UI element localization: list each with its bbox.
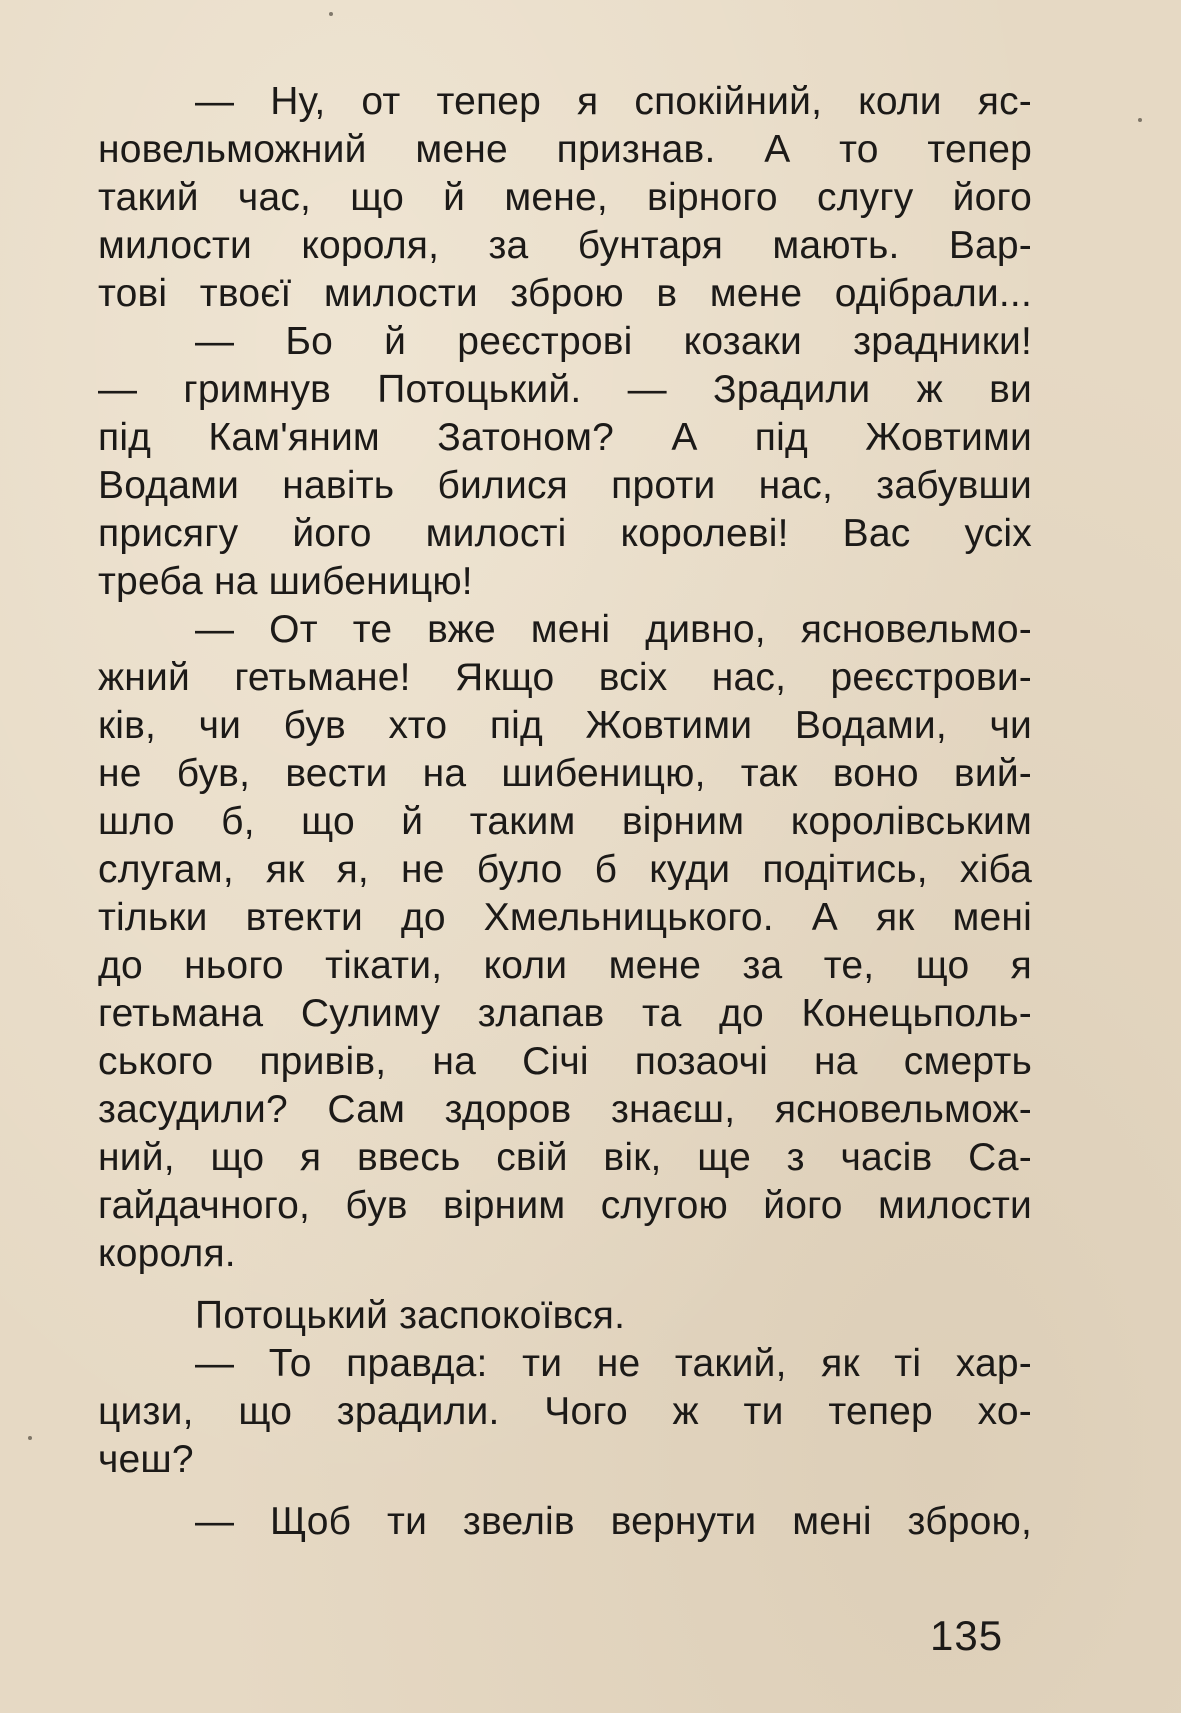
text-line: під Кам'яним Затоном? А під Жовтими [98,416,1032,459]
paper-speck [28,1436,32,1440]
paper-speck [1138,118,1142,122]
text-line: ського привів, на Січі позаочі на смерть [98,1040,1032,1083]
text-line: ний, що я ввесь свій вік, ще з часів Са- [98,1136,1032,1179]
text-line: тові твоєї милости зброю в мене одібрали... [98,272,1032,315]
text-line: такий час, що й мене, вірного слугу його [98,176,1032,219]
text-line: цизи, що зрадили. Чого ж ти тепер хо- [98,1390,1032,1433]
text-line: гайдачного, був вірним слугою його милости [98,1184,1032,1227]
text-line: Водами навіть билися проти нас, забувши [98,464,1032,507]
text-line: чеш? [98,1438,194,1481]
text-line: присягу його милості королеві! Вас усіх [98,512,1032,555]
page-text [98,78,1032,1546]
text-line: — То правда: ти не такий, як ті хар- [195,1342,1032,1385]
text-line: ків, чи був хто під Жовтими Водами, чи [98,704,1032,747]
page-number: 135 [930,1612,1004,1659]
text-line: жний гетьмане! Якщо всіх нас, реєстрови- [98,656,1032,699]
text-line: Потоцький заспокоївся. [195,1294,626,1337]
text-line: шло б, що й таким вірним королівським [98,800,1032,843]
text-line: — гримнув Потоцький. — Зрадили ж ви [98,368,1032,411]
text-line: слугам, як я, не було б куди подітись, хіба [98,848,1032,891]
text-line: тільки втекти до Хмельницького. А як мені [98,896,1032,939]
text-line: короля. [98,1232,236,1275]
text-line: засудили? Сам здоров знаєш, ясновельмож- [98,1088,1032,1131]
paper-speck [329,12,333,16]
text-line: — Бо й реєстрові козаки зрадники! [195,320,1032,363]
text-line: — Щоб ти звелів вернути мені зброю, [195,1500,1032,1543]
text-line: гетьмана Сулиму злапав та до Конецьполь- [98,992,1032,1035]
text-line: милости короля, за бунтаря мають. Вар- [98,224,1032,267]
text-line: до нього тікати, коли мене за те, що я [98,944,1032,987]
text-line: — От те вже мені дивно, ясновельмо- [195,608,1032,651]
text-line: не був, вести на шибеницю, так воно вий- [98,752,1032,795]
text-line: треба на шибеницю! [98,560,473,603]
text-line: новельможний мене признав. А то тепер [98,128,1032,171]
text-line: — Ну, от тепер я спокійний, коли яс- [195,80,1032,123]
